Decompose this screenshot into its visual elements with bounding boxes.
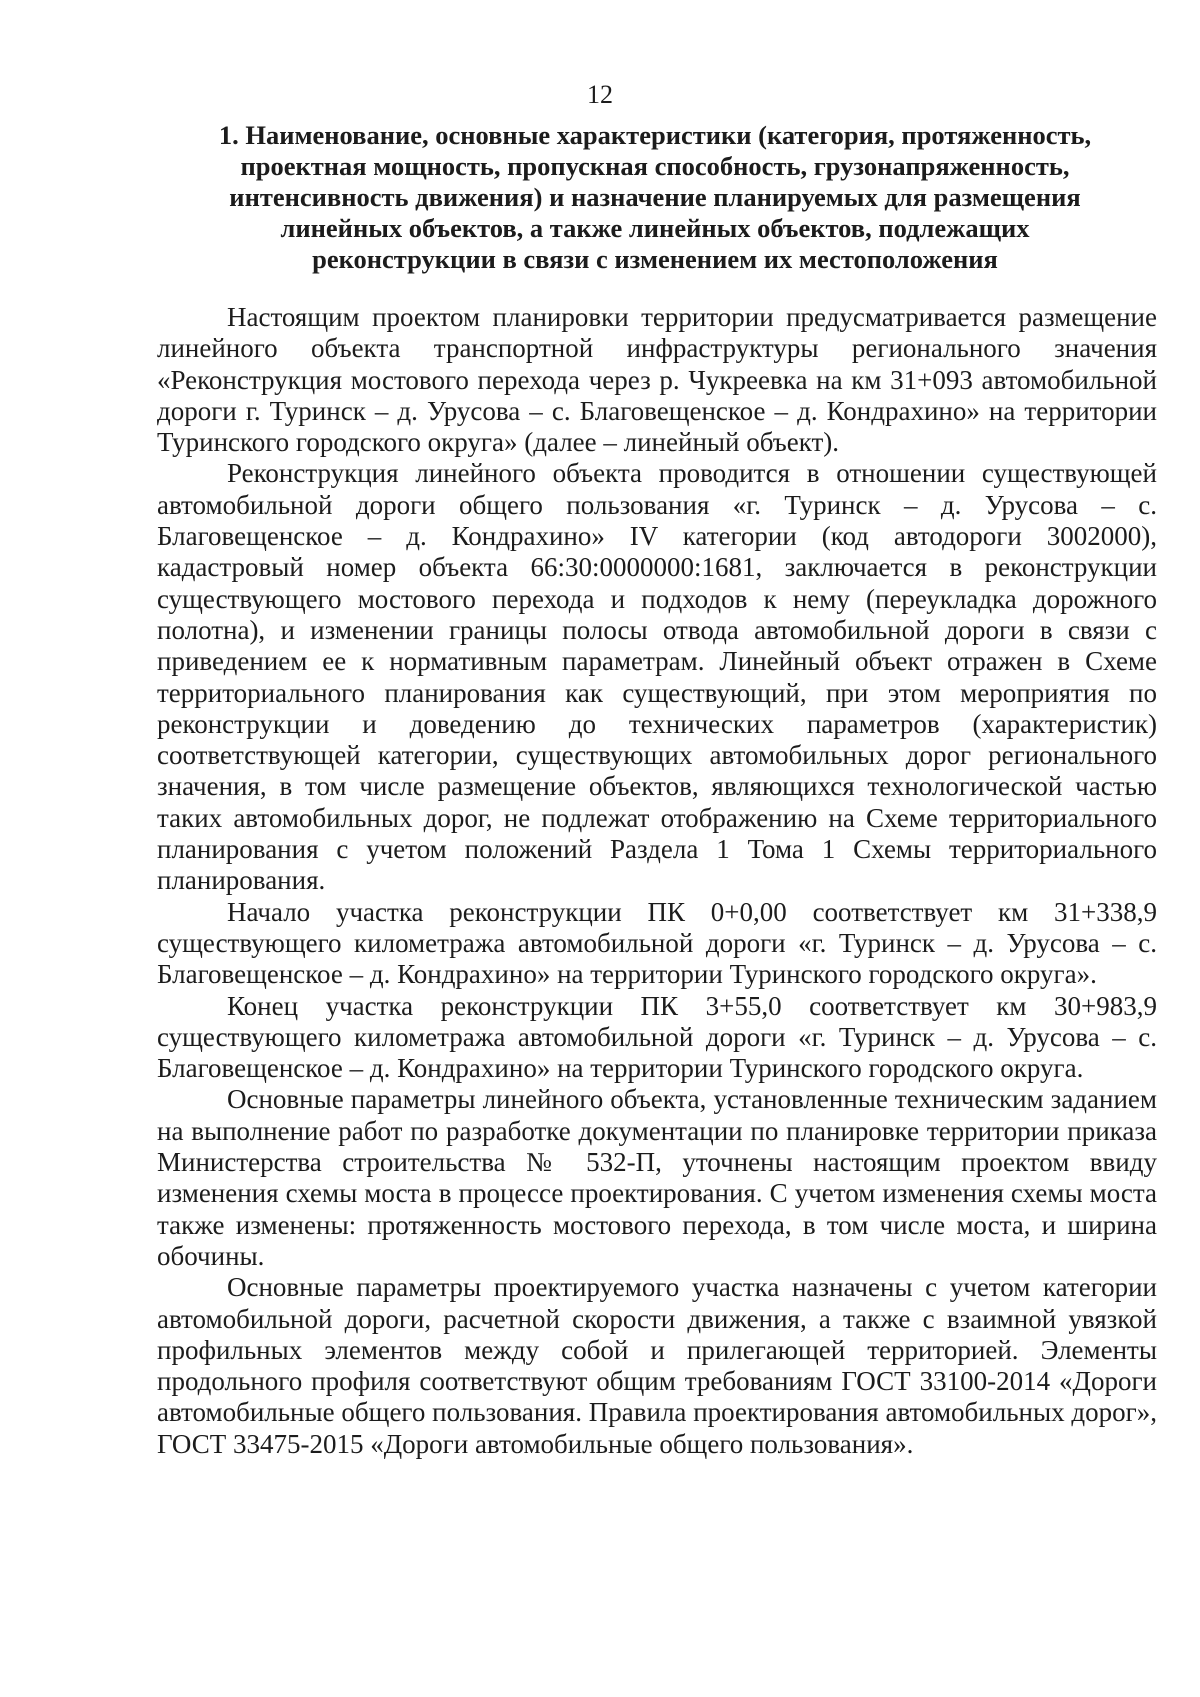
paragraph-section-start: Начало участка реконструкции ПК 0+0,00 соответствует км 31+338,9 существующего километража автомобильной дороги «г. Туринск – д. Урусова – с. Благовещенское – д. Кондрахино» на территории Туринского городского округа». [157,896,1157,990]
paragraph-project-description: Настоящим проектом планировки территории предусматривается размещение линейного объекта транспортной инфраструктуры регионального значения «Реконструкция мостового перехода через р. Чукреевка на км 31+093 автомобильной дороги г. Туринск – д. Урусова – с. Благовещенское – д. Кондрахино» на территории Туринского городского округа» (далее – линейный объект). [157,302,1157,458]
paragraph-design-parameters: Основные параметры проектируемого участка назначены с учетом категории автомобильной дороги, расчетной скорости движения, а также с взаимной увязкой профильных элементов между собой и прилегающей территорией. Элементы продольного профиля соответствуют общим требованиям ГОСТ 33100-2014 «Дороги автомобильные общего пользования. Правила проектирования автомобильных дорог», ГОСТ 33475-2015 «Дороги автомобильные общего пользования». [157,1272,1157,1459]
paragraph-reconstruction-details: Реконструкция линейного объекта проводится в отношении существующей автомобильной дороги общего пользования «г. Туринск – д. Урусова – с. Благовещенское – д. Кондрахино» IV категории (код автодороги 3002000), кадастровый номер объекта 66:30:0000000:1681, заключается в реконструкции существующего мостового перехода и подходов к нему (переукладка дорожного полотна), и изменении границы полосы отвода автомобильной дороги в связи с приведением ее к нормативным параметрам. Линейный объект отражен в Схеме территориального планирования как существующий, при этом мероприятия по реконструкции и доведению до технических параметров (характеристик) соответствующей категории, существующих автомобильных дорог регионального значения, в том числе размещение объектов, являющихся технологической частью таких автомобильных дорог, не подлежат отображению на Схеме территориального планирования с учетом положений Раздела 1 Тома 1 Схемы территориального планирования. [157,458,1157,896]
heading-line: интенсивность движения) и назначение планируемых для размещения [229,182,1081,212]
heading-line: реконструкции в связи с изменением их местоположения [312,244,998,274]
paragraph-main-parameters: Основные параметры линейного объекта, установленные техническим заданием на выполнение работ по разработке документации по планировке территории приказа Министерства строительства № 532-П, уточнены настоящим проектом ввиду изменения схемы моста в процессе проектирования. С учетом изменения схемы моста также изменены: протяженность мостового перехода, в том числе моста, и ширина обочины. [157,1084,1157,1271]
body-text [157,302,1157,1460]
heading-line: линейных объектов, а также линейных объектов, подлежащих [280,213,1030,243]
heading-line: 1. Наименование, основные характеристики (категория, протяженность, [218,120,1092,150]
page-number: 12 [587,80,613,109]
section-heading [170,120,1140,275]
heading-line: проектная мощность, пропускная способность, грузонапряженность, [240,151,1070,181]
paragraph-section-end: Конец участка реконструкции ПК 3+55,0 соответствует км 30+983,9 существующего километража автомобильной дороги «г. Туринск – д. Урусова – с. Благовещенское – д. Кондрахино» на территории Туринского городского округа. [157,990,1157,1084]
